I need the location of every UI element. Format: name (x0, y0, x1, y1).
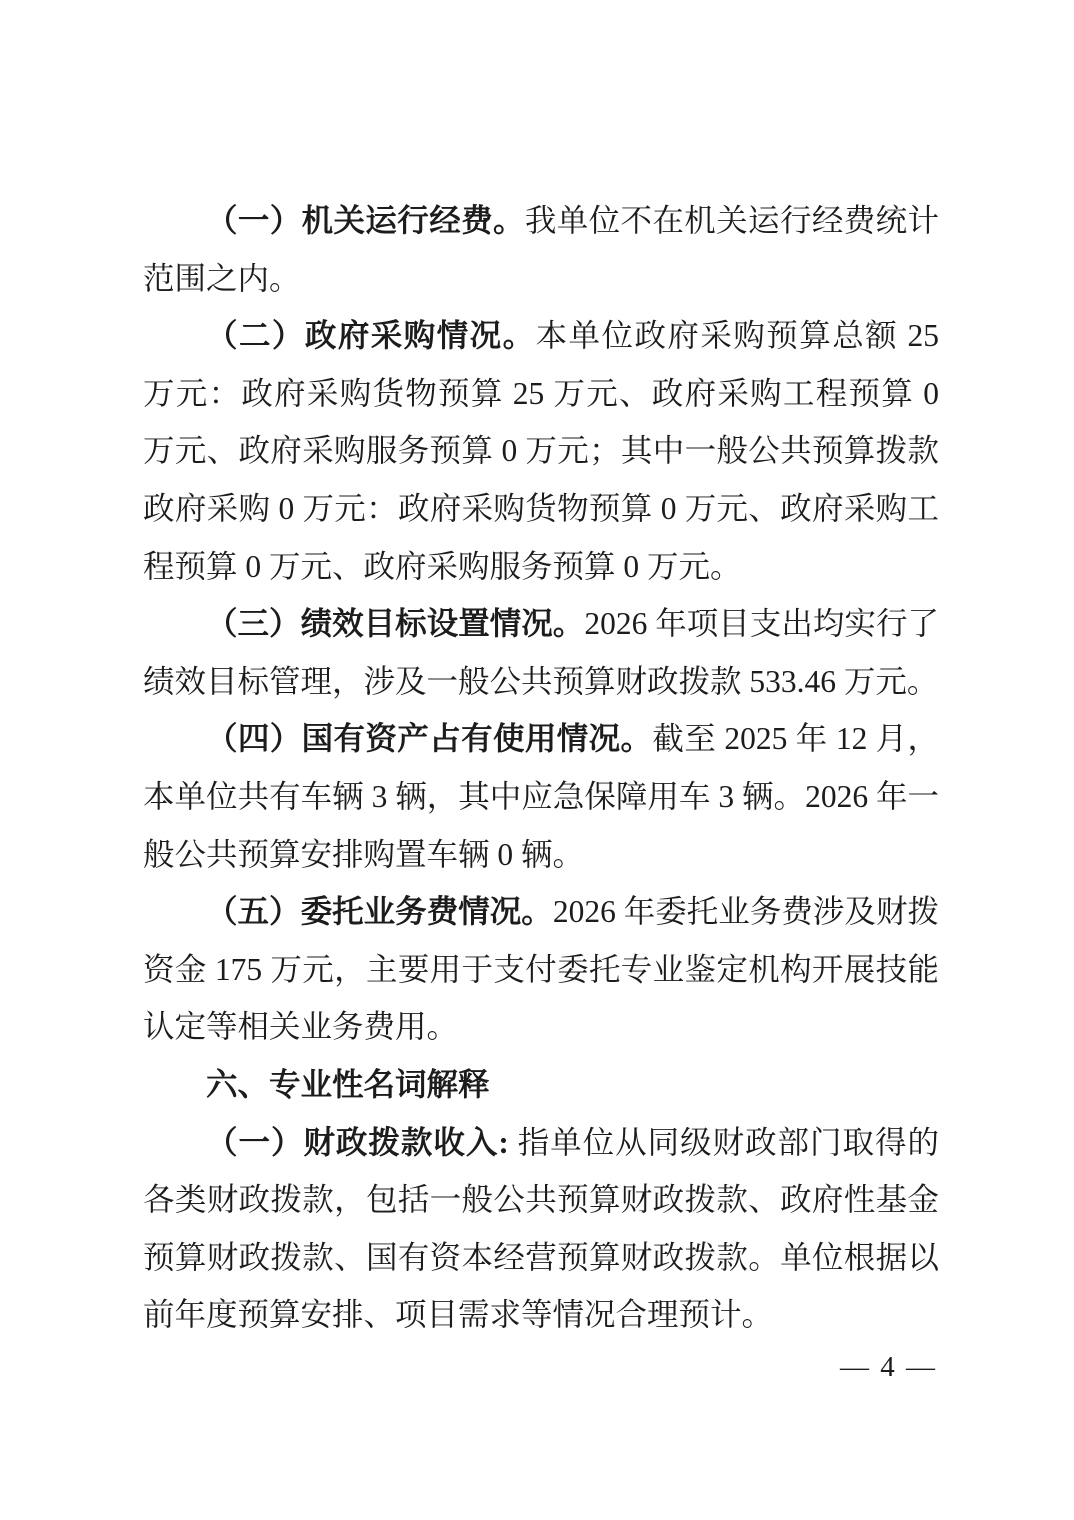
paragraph-text: 截至 2025 年 12 月，本单位共有车辆 3 辆，其中应急保障用车 3 辆。2026 年一般公共预算安排购置车辆 0 辆。 (143, 721, 939, 872)
paragraph-text: 2026 年委托业务费涉及财拨资金 175 万元，主要用于支付委托专业鉴定机构开展技能认定等相关业务费用。 (143, 894, 939, 1045)
paragraph-definition-fiscal-appropriation (143, 1114, 939, 1344)
page-number: — 4 — (840, 1351, 937, 1383)
paragraph-label: （五）委托业务费情况。 (206, 894, 553, 930)
paragraph-label: （三）绩效目标设置情况。 (206, 606, 585, 642)
definition-label: （一）财政拨款收入: (206, 1124, 509, 1160)
paragraph-performance-targets (143, 595, 939, 710)
paragraph-label: （四）国有资产占有使用情况。 (206, 721, 653, 757)
paragraph-text: 2026 年项目支出均实行了绩效目标管理，涉及一般公共预算财政拨款 533.46 万元。 (143, 606, 939, 699)
paragraph-label: （一）机关运行经费。 (206, 203, 525, 238)
paragraph-text: 我单位不在机关运行经费统计范围之内。 (143, 203, 939, 296)
paragraph-text: 本单位政府采购预算总额 25 万元：政府采购货物预算 25 万元、政府采购工程预算 0 万元、政府采购服务预算 0 万元；其中一般公共预算拨款政府采购 0 万元：政府采购货物预算 0 万元、政府采购工程预算 0 万元、政府采购服务预算 0 万元。 (143, 318, 939, 584)
paragraph-entrusted-business-fees (143, 883, 939, 1056)
paragraph-state-assets-usage (143, 710, 939, 883)
paragraph-label: （二）政府采购情况。 (206, 318, 536, 354)
definition-text: 指单位从同级财政部门取得的各类财政拨款，包括一般公共预算财政拨款、政府性基金预算财政拨款、国有资本经营预算财政拨款。单位根据以前年度预算安排、项目需求等情况合理预计。 (143, 1124, 939, 1333)
paragraph-government-procurement (143, 307, 939, 595)
paragraph-office-operating-expenses (143, 192, 939, 307)
section-heading-terminology: 六、专业性名词解释 (206, 1065, 490, 1102)
document-body (143, 192, 939, 1344)
